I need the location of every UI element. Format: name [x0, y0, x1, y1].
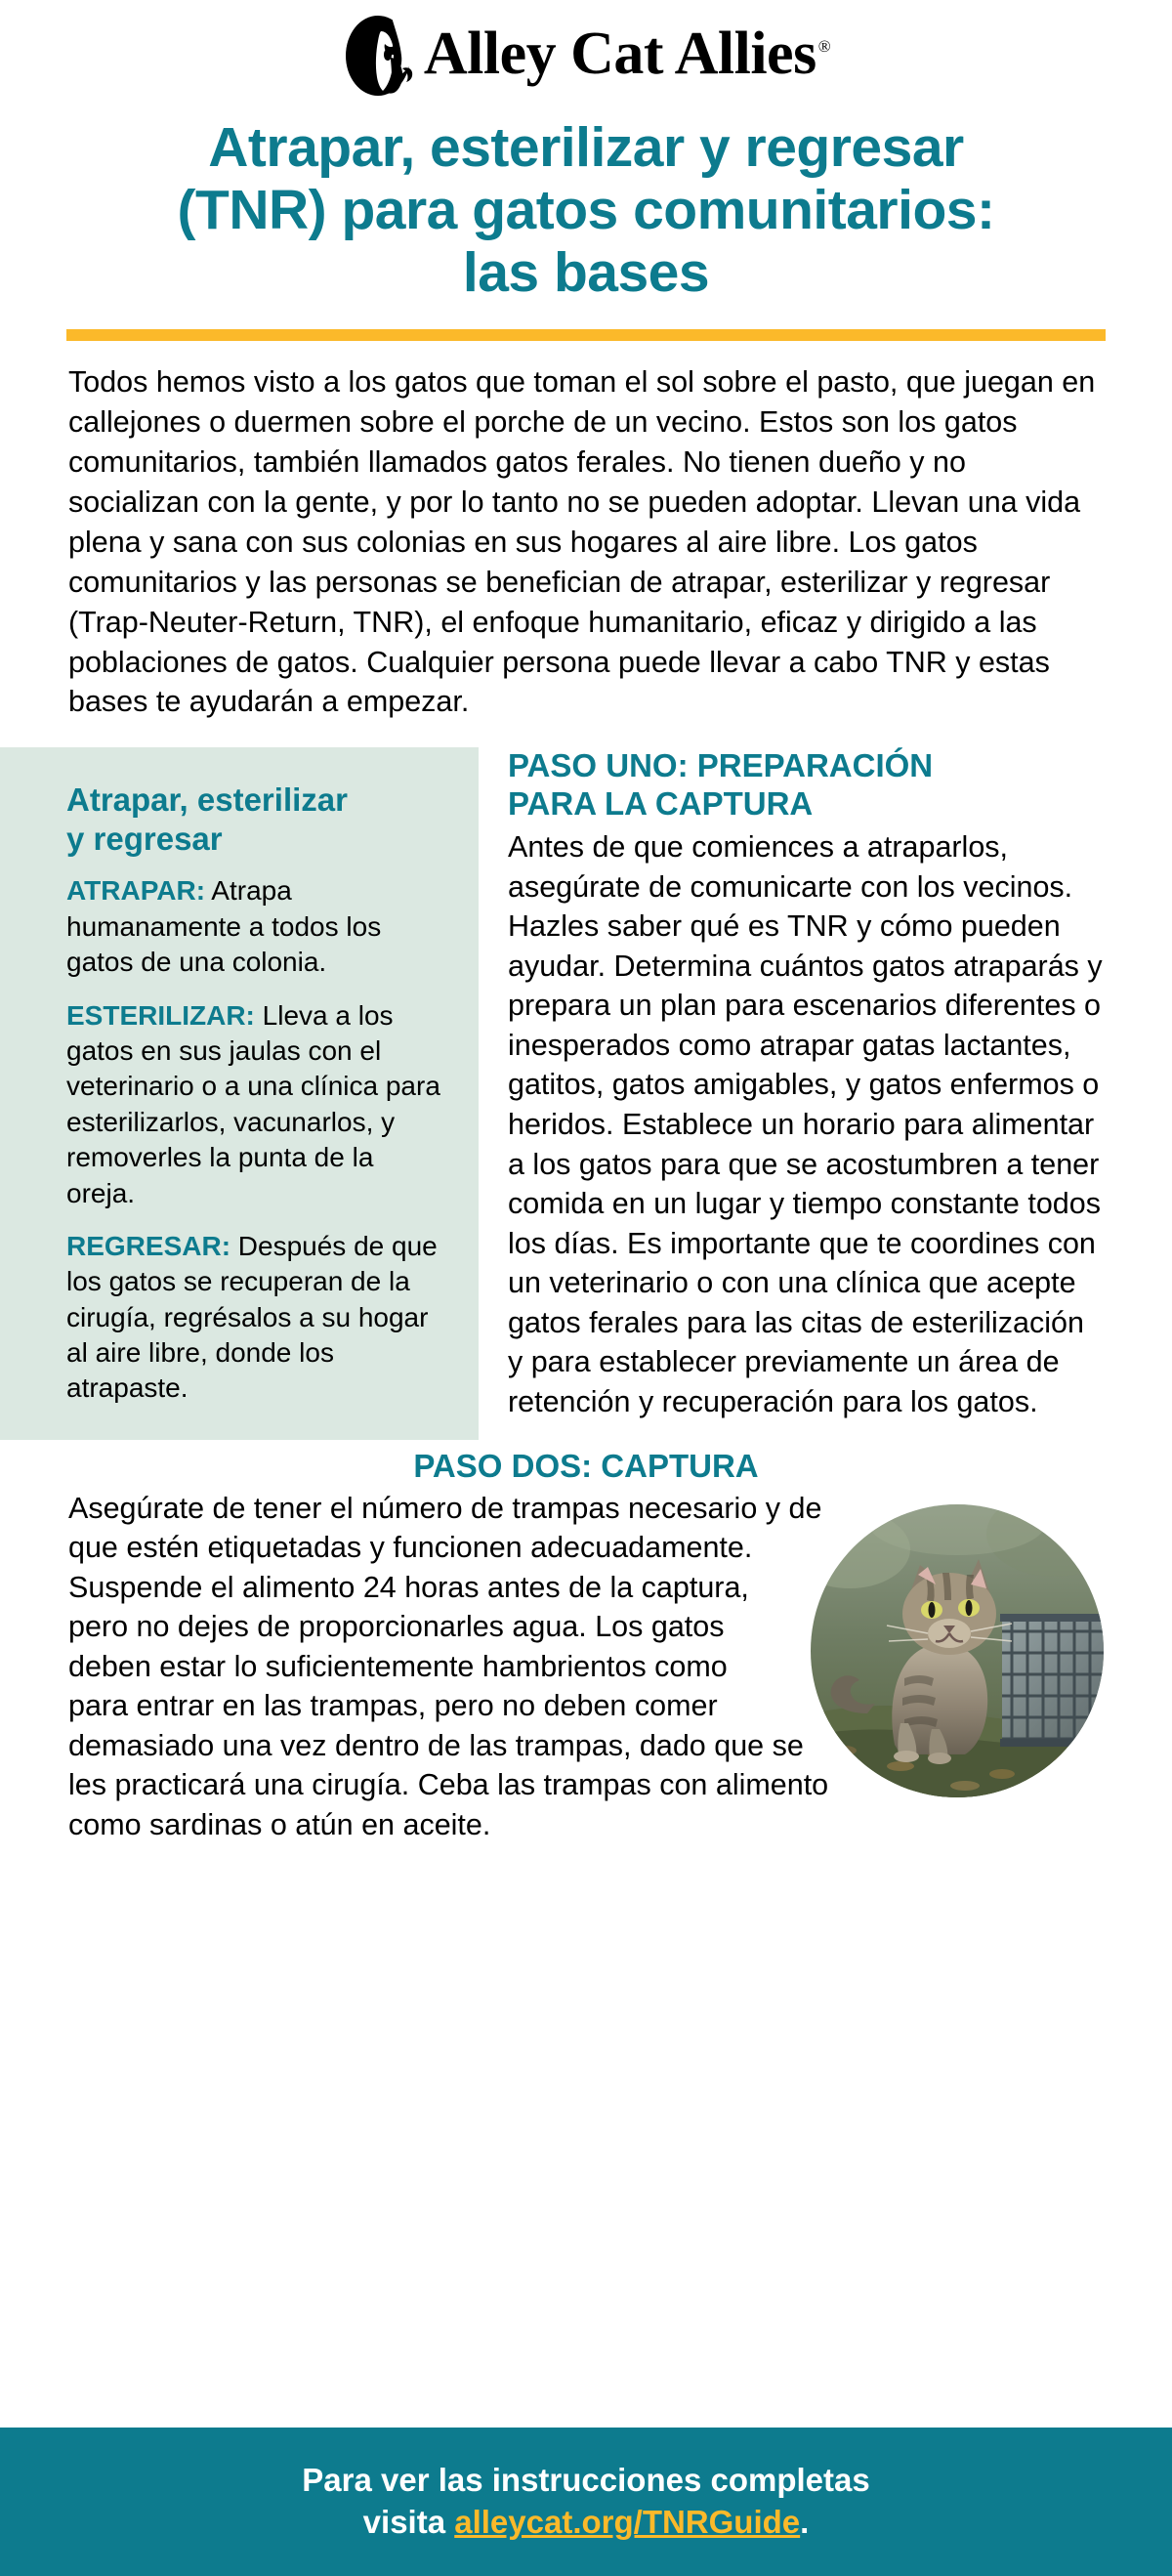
step-two-section	[0, 1448, 1172, 1845]
intro-paragraph: Todos hemos visto a los gatos que toman el sol sobre el pasto, que juegan en callejones o duermen sobre el porche de un vecino. Estos son los gatos comunitarios, también llamados gatos ferales. No tienen dueño y no socializan con la gente, y por lo tanto no se pueden adoptar. Llevan una vida plena y sana con sus colonias en sus hogares al aire libre. Los gatos comunitarios y las personas se benefician de atrapar, esterilizar y regresar (Trap-Neuter-Return, TNR), el enfoque humanitario, eficaz y dirigido a las poblaciones de gatos. Cualquier persona puede llevar a cabo TNR y estas bases te ayudarán a empezar.	[68, 365, 1096, 719]
tnr-item-return-key: REGRESAR:	[66, 1230, 231, 1261]
step-two-heading: PASO DOS: CAPTURA	[413, 1447, 759, 1484]
footer-url-link[interactable]: alleycat.org/TNRGuide	[454, 2504, 801, 2540]
title-line-2: (TNR) para gatos comunitarios:	[177, 178, 995, 241]
tnr-heading-line-1: Atrapar, esterilizar	[66, 781, 348, 819]
tnr-item-neuter	[66, 998, 441, 1211]
step-two-body: Asegúrate de tener el número de trampas necesario y de que estén etiquetadas y funcionen adecuadamente. Suspende el alimento 24 horas antes de la captura, pero no dejes de proporcionarles agua. Los gatos deben estar lo suficientemente hambrientos como para entrar en las trampas, pero no deben comer demasiado una vez dentro de las trampas, dado que se les practicará una cirugía. Ceba las trampas con alimento como sardinas o atún en aceite.	[68, 1491, 829, 1842]
tabby-cat-beside-trap-photo	[811, 1504, 1104, 1797]
footer-line-2	[363, 2502, 810, 2544]
footer-callout	[0, 2428, 1172, 2576]
tnr-definition-box	[0, 747, 479, 1440]
gold-divider	[66, 329, 1106, 341]
tnr-item-trap-text: Atrapa humanamente a todos los gatos de una colonia.	[66, 875, 382, 978]
cat-silhouette-logo-icon	[342, 12, 418, 96]
tnr-item-neuter-key: ESTERILIZAR:	[66, 999, 255, 1031]
step-one-body: Antes de que comiences a atraparlos, asegúrate de comunicarte con los vecinos. Hazles saber qué es TNR y cómo pueden ayudar. Determina cuántos gatos atraparás y prepara un plan para escenarios diferentes o inesperados como atrapar gatas lactantes, gatitos, gatos amigables, y gatos enfermos o heridos. Establece un horario para alimentar a los gatos para que se acostumbren a tener comida en un lugar y tiempo constante todos los días. Es importante que te coordines con un veterinario o con una clínica que acepte gatos ferales para las citas de esterilización y para establecer previamente un área de retención y recuperación para los gatos.	[508, 830, 1103, 1418]
footer-period: .	[800, 2504, 810, 2540]
tnr-heading-line-2: y regresar	[66, 820, 223, 857]
tnr-item-trap	[66, 873, 441, 980]
registered-trademark-icon: ®	[817, 37, 831, 57]
tnr-item-neuter-text: Lleva a los gatos en sus jaulas con el veterinario o a una clínica para esterilizarlos, vacunarlos, y removerles la punta de la oreja.	[66, 999, 440, 1208]
tnr-item-return-text: Después de que los gatos se recuperan de la cirugía, regrésalos a su hogar al aire libre, donde los atrapaste.	[66, 1230, 438, 1404]
page-title	[59, 117, 1113, 304]
tnr-item-return	[66, 1229, 441, 1407]
tnr-item-trap-key: ATRAPAR:	[66, 875, 206, 907]
footer-visit-label: visita	[362, 2504, 455, 2540]
step-one-heading-line-1: PASO UNO: PREPARACIÓN	[508, 747, 934, 784]
title-line-3: las bases	[462, 240, 710, 304]
step-one-heading-line-2: PARA LA CAPTURA	[508, 785, 814, 823]
step-one-section	[0, 747, 1172, 1421]
footer-line-1: Para ver las instrucciones completas	[302, 2462, 870, 2499]
brand-wordmark: Alley Cat Allies ®	[423, 21, 831, 87]
title-line-1: Atrapar, esterilizar y regresar	[208, 116, 964, 179]
brand-logo	[0, 0, 1172, 102]
tnr-definition-heading	[66, 781, 441, 858]
